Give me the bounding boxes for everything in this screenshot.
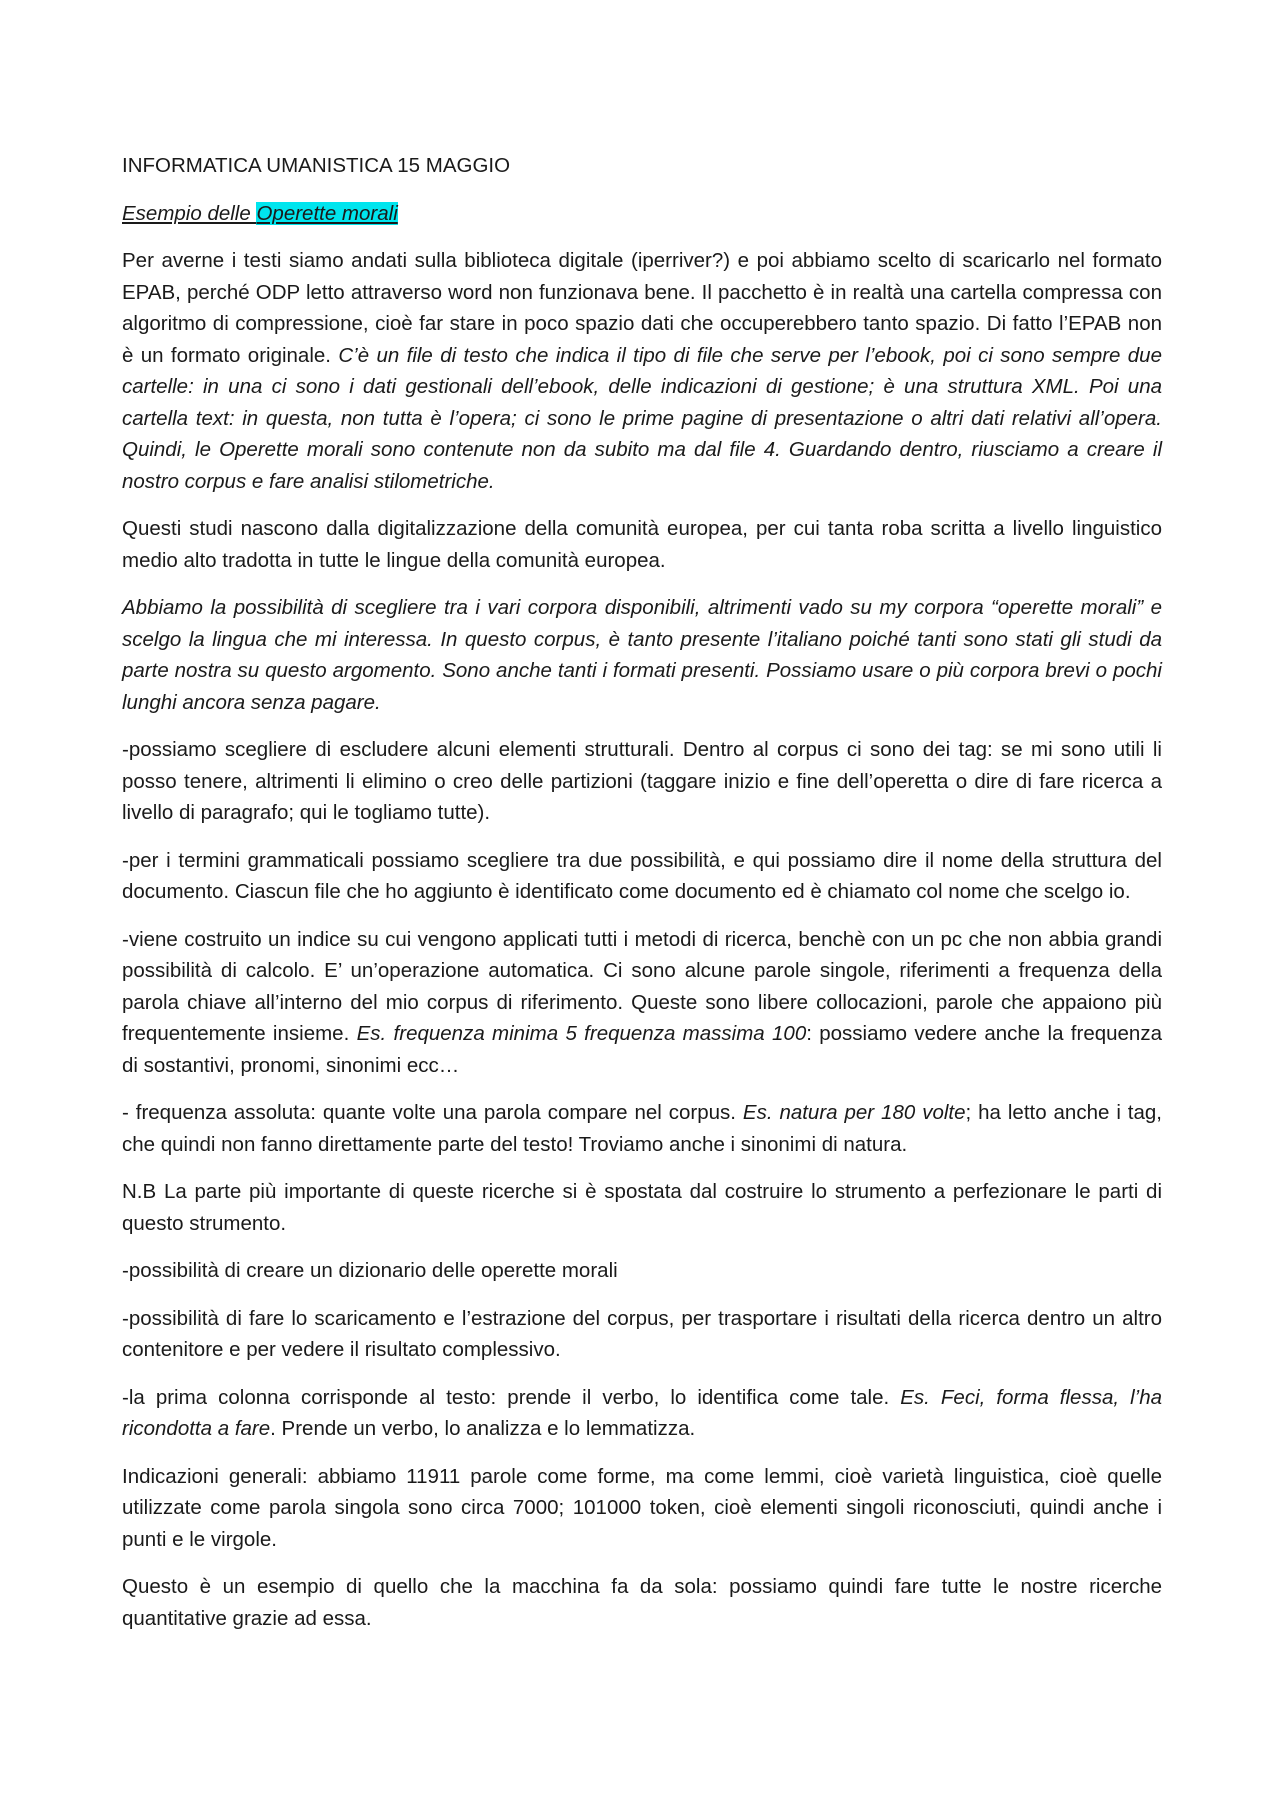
paragraph-6-text-a: -viene costruito un indice su cui vengono applicati tutti i metodi di ricerca, benchè con un pc che non abbia grandi possibilità di calcolo. E’ un’operazione automatica. Ci sono alcune parole singole, riferimenti a frequenza della parola chiave all’interno del mio corpus di riferimento. Queste sono libere collocazioni, parole che appaiono più frequentemente insieme.	[122, 927, 1162, 1045]
paragraph-1-text: Per averne i testi siamo andati sulla biblioteca digitale (iperriver?) e poi abbiamo scelto di scaricarlo nel formato EPAB, perché ODP letto attraverso word non funzionava bene. Il pacchetto è in realtà una cartella compressa con algoritmo di compressione, cioè far stare in poco spazio dati che occuperebbero tanto spazio. Di fatto l’EPAB non è un formato originale.	[122, 249, 1162, 367]
paragraph-8: N.B La parte più importante di queste ricerche si è spostata dal costruire lo strumento a perfezionare le parti di questo strumento.	[122, 1180, 1162, 1235]
paragraph-5: -per i termini grammaticali possiamo scegliere tra due possibilità, e qui possiamo dire il nome della struttura del documento. Ciascun file che ho aggiunto è identificato come documento ed è chiamato col nome che scelgo io.	[122, 848, 1162, 903]
paragraph-6-italic: Es. frequenza minima 5 frequenza massima 100	[356, 1022, 807, 1045]
paragraph-7-text-a: - frequenza assoluta: quante volte una parola compare nel corpus.	[122, 1101, 743, 1124]
paragraph-1	[122, 245, 1162, 497]
paragraph-2: Questi studi nascono dalla digitalizzazione della comunità europea, per cui tanta roba scritta a livello linguistico medio alto tradotta in tutte le lingue della comunità europea.	[122, 517, 1162, 572]
document-page	[122, 150, 1162, 1650]
paragraph-7	[122, 1097, 1162, 1160]
paragraph-11-text-b: . Prende un verbo, lo analizza e lo lemmatizza.	[270, 1417, 696, 1440]
subtitle-highlight: Operette morali	[256, 201, 398, 225]
paragraph-4: -possiamo scegliere di escludere alcuni elementi strutturali. Dentro al corpus ci sono dei tag: se mi sono utili li posso tenere, altrimenti li elimino o creo delle partizioni (taggare inizio e fine dell’operetta o dire di fare ricerca a livello di paragrafo; qui le togliamo tutte).	[122, 738, 1162, 824]
paragraph-1-italic: C’è un file di testo che indica il tipo di file che serve per l’ebook, poi ci sono sempre due cartelle: in una ci sono i dati gestionali dell’ebook, delle indicazioni di gestione; è una struttura XML. Poi una cartella text: in questa, non tutta è l’opera; ci sono le prime pagine di presentazione o altri dati relativi all’opera. Quindi, le Operette morali sono contenute non da subito ma dal file 4. Guardando dentro, riusciamo a creare il nostro corpus e fare analisi stilometriche.	[122, 343, 1162, 493]
paragraph-6	[122, 924, 1162, 1082]
paragraph-10: -possibilità di fare lo scaricamento e l’estrazione del corpus, per trasportare i risultati della ricerca dentro un altro contenitore e per vedere il risultato complessivo.	[122, 1306, 1162, 1361]
document-subtitle	[122, 198, 1162, 230]
paragraph-13: Questo è un esempio di quello che la macchina fa da sola: possiamo quindi fare tutte le nostre ricerche quantitative grazie ad essa.	[122, 1575, 1162, 1630]
paragraph-12: Indicazioni generali: abbiamo 11911 parole come forme, ma come lemmi, cioè varietà linguistica, cioè quelle utilizzate come parola singola sono circa 7000; 101000 token, cioè elementi singoli riconosciuti, quindi anche i punti e le virgole.	[122, 1464, 1162, 1551]
paragraph-6-text-b: : possiamo vedere anche la frequenza di sostantivi, pronomi, sinonimi ecc…	[122, 1022, 1162, 1077]
paragraph-11-text-a: -la prima colonna corrisponde al testo: prende il verbo, lo identifica come tale.	[122, 1385, 901, 1409]
paragraph-3: Abbiamo la possibilità di scegliere tra i vari corpora disponibili, altrimenti vado su my corpora “operette morali” e scelgo la lingua che mi interessa. In questo corpus, è tanto presente l’italiano poiché tanti sono stati gli studi da parte nostra su questo argomento. Sono anche tanti i formati presenti. Possiamo usare o più corpora brevi o pochi lunghi ancora senza pagare.	[122, 596, 1162, 714]
paragraph-11-italic: Es. Feci, forma flessa, l’ha ricondotta a fare	[122, 1385, 1162, 1440]
subtitle-prefix: Esempio delle	[122, 201, 257, 225]
document-title: INFORMATICA UMANISTICA 15 MAGGIO	[122, 154, 511, 177]
paragraph-7-text-b: ; ha letto anche i tag, che quindi non fanno direttamente parte del testo! Troviamo anche i sinonimi di natura.	[122, 1101, 1162, 1156]
paragraph-7-italic: Es. natura per 180 volte	[742, 1101, 966, 1124]
paragraph-11	[122, 1382, 1162, 1445]
paragraph-9: -possibilità di creare un dizionario delle operette morali	[122, 1259, 618, 1282]
